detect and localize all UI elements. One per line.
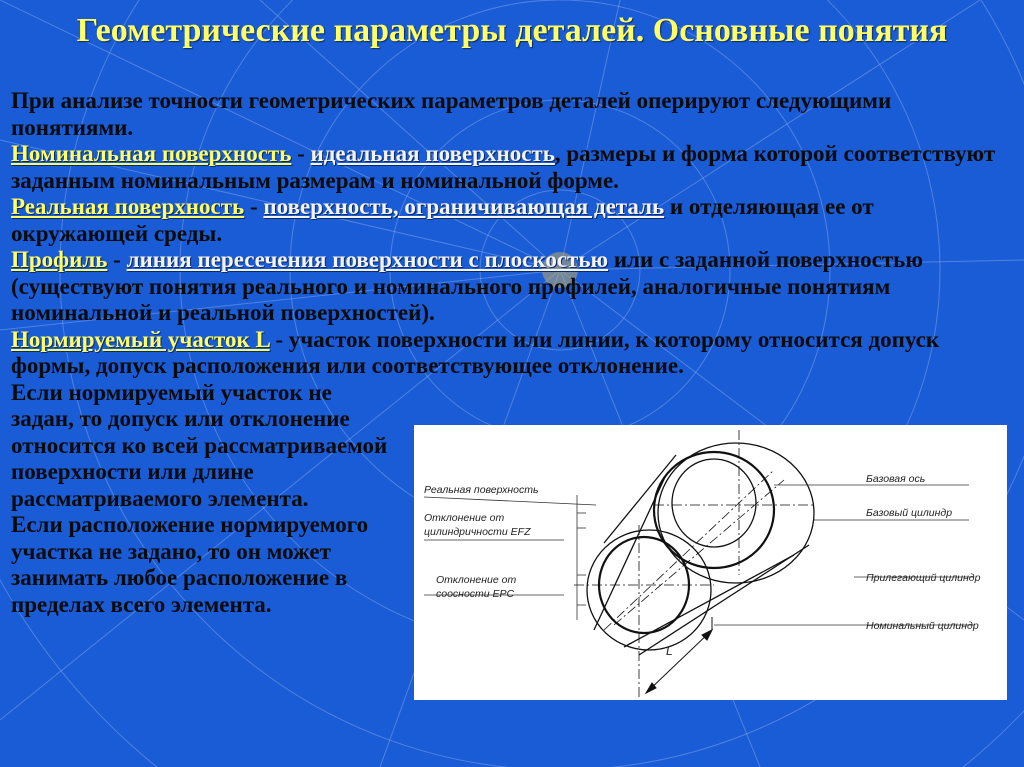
definition-underlined: идеальная поверхность <box>310 141 555 166</box>
definition-rest: , размеры и форма которой соответствуют заданным номинальным размерам и номинальной форме. <box>11 141 996 193</box>
term-real-surface: Реальная поверхность <box>11 194 245 219</box>
right-end-inner-circle <box>672 459 756 547</box>
definition-rest: и отделяющая ее от окружающей среды. <box>11 194 874 246</box>
definition-nominal-surface <box>11 141 1016 194</box>
label-base-axis: Базовая ось <box>866 473 926 485</box>
label-cylindricity-deviation-2: цилиндричности EFZ <box>424 526 531 538</box>
note-location-not-set: Если расположение нормируемого участка не задано, то он может занимать любое расположение в пределах всего элемента. <box>11 512 369 617</box>
label-adjacent-cylinder: Прилегающий цилиндр <box>866 572 981 584</box>
label-nominal-cylinder: Номинальный цилиндр <box>866 620 979 632</box>
definition-underlined: поверхность, ограничивающая деталь <box>263 194 665 219</box>
term-profile: Профиль <box>11 247 108 272</box>
definition-real-surface <box>11 194 1016 247</box>
definition-rest: или с заданной поверхностью (существуют понятия реального и номинального профилей, аналогичные понятиям номинальной и реальной поверхностей). <box>11 247 923 325</box>
definition-dash: - <box>291 141 311 166</box>
term-nominal-surface: Номинальная поверхность <box>11 141 292 166</box>
intro-paragraph: При анализе точности геометрических параметров деталей оперируют следующими понятиями. <box>11 88 892 140</box>
definition-rest: участок поверхности или линии, к которому относится допуск формы, допуск расположения или соответствующее отклонение. <box>11 326 940 378</box>
base-axis-line <box>604 470 774 630</box>
definition-profile <box>11 247 1016 327</box>
label-cylindricity-deviation-1: Отклонение от <box>424 512 505 524</box>
label-coaxiality-deviation-2: соосности EPC <box>436 588 515 600</box>
slide-title: Геометрические параметры деталей. Основные понятия <box>76 12 948 49</box>
tolerance-diagram <box>414 425 1007 700</box>
label-length-l: L <box>666 644 673 658</box>
definition-dash: - <box>244 194 264 219</box>
right-end-outer-circle <box>658 443 814 583</box>
term-normalized-section: Нормируемый участок L <box>11 326 270 352</box>
note-section-not-set: Если нормируемый участок не задан, то допуск или отклонение относится ко всей рассматриваемой поверхности или длине рассматриваемого элемента. <box>11 379 388 511</box>
label-base-cylinder: Базовый цилиндр <box>866 507 953 519</box>
label-real-surface: Реальная поверхность <box>424 484 539 496</box>
definition-underlined: линия пересечения поверхности с плоскостью <box>126 247 609 272</box>
label-coaxiality-deviation-1: Отклонение от <box>436 574 517 586</box>
definition-dash: - <box>107 247 127 272</box>
definition-dash: - <box>269 326 289 352</box>
definition-normalized-section <box>11 327 1016 380</box>
